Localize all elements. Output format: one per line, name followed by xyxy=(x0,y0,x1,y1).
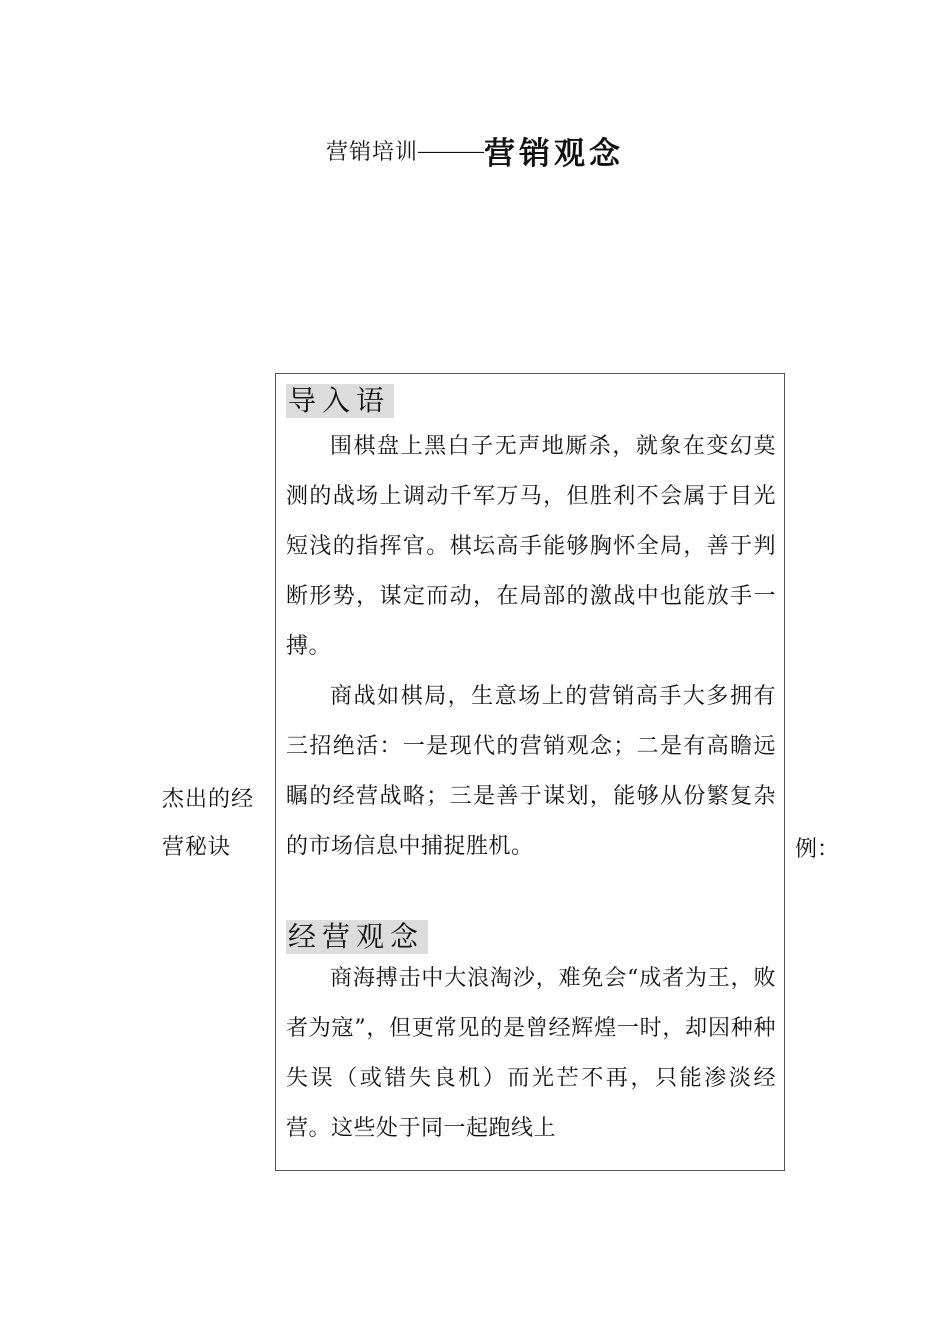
paragraph: 围棋盘上黑白子无声地厮杀，就象在变幻莫测的战场上调动千军万马，但胜利不会属于目光短浅的指挥官。棋坛高手能够胸怀全局，善于判断形势，谋定而动，在局部的激战中也能放手一搏。 xyxy=(286,434,776,659)
right-label: 例： xyxy=(795,837,840,862)
page-title xyxy=(0,128,950,173)
title-dash: ——— xyxy=(418,137,484,163)
side-label: 杰出的经营秘诀 xyxy=(162,787,255,860)
content-inner xyxy=(286,384,776,1154)
spacer xyxy=(286,872,776,920)
title-prefix: 营销培训 xyxy=(325,140,418,165)
paragraph: 商海搏击中大浪淘沙，难免会“成者为王，败者为寇”，但更常见的是曾经辉煌一时，却因种种失误（或错失良机）而光芒不再，只能渗淡经营。这些处于同一起跑线上 xyxy=(286,966,776,1141)
section-heading-concept: 经营观念 xyxy=(286,920,428,954)
content-box xyxy=(275,373,785,1171)
title-main: 营销观念 xyxy=(484,136,624,172)
section-body-concept xyxy=(286,954,776,1154)
section-heading-intro: 导入语 xyxy=(286,384,394,418)
paragraph: 商战如棋局，生意场上的营销高手大多拥有三招绝活：一是现代的营销观念；二是有高瞻远瞩的经营战略；三是善于谋划，能够从份繁复杂的市场信息中捕捉胜机。 xyxy=(286,684,776,859)
section-body-intro xyxy=(286,422,776,872)
